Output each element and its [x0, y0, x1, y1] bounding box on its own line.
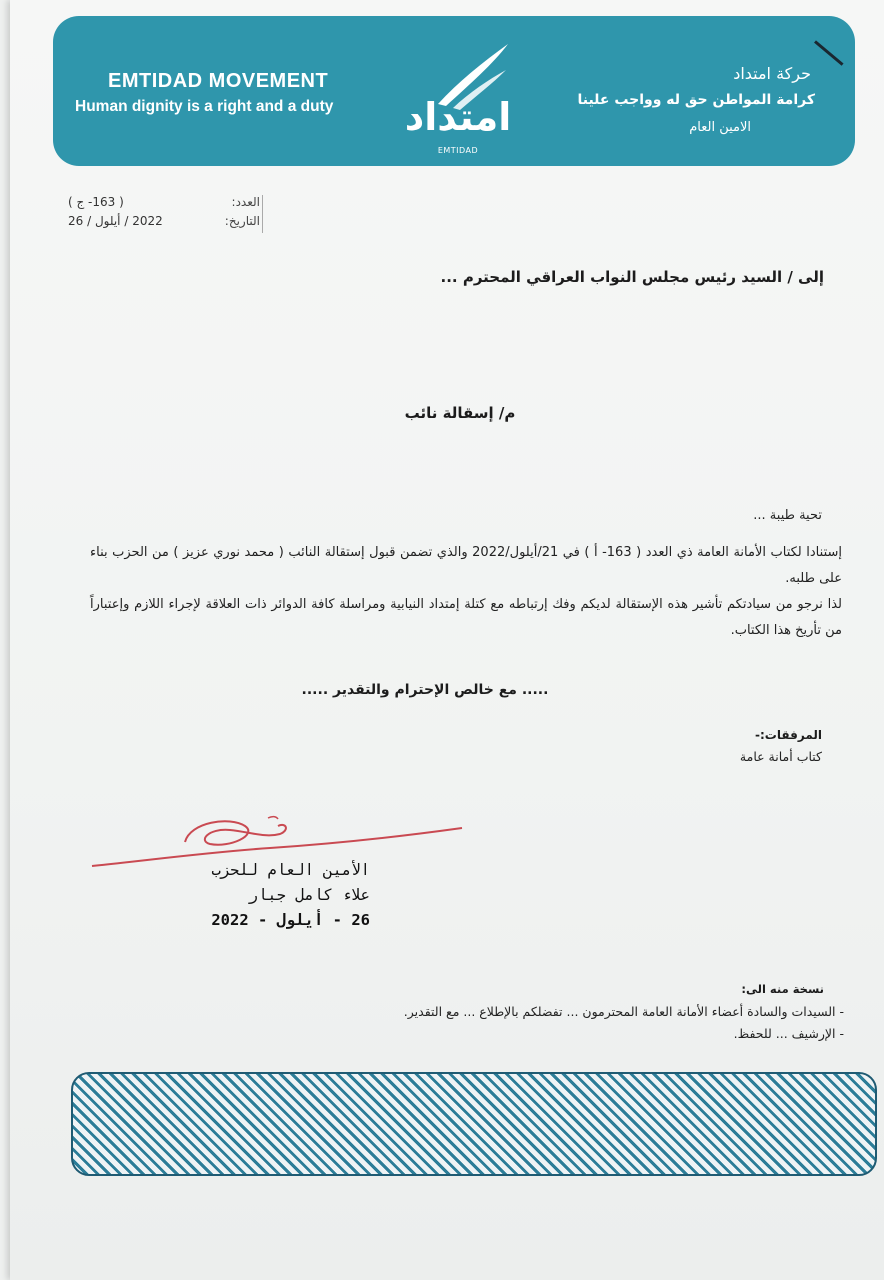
reference-date: 2022 / أيلول / 26 [68, 214, 163, 228]
signatory-name: علاء كامل جبار [248, 886, 370, 904]
number-label: العدد: [231, 195, 260, 209]
brand-name-arabic: حركة امتداد [733, 64, 811, 83]
logo-wordmark: امتداد [404, 95, 512, 139]
reference-values [68, 193, 208, 231]
copies-label: نسخة منه الى: [741, 982, 824, 996]
reference-number: ( 163- ج ) [68, 195, 124, 209]
subject-line: م/ إسقالة نائب [404, 404, 516, 422]
attachment-item: كتاب أمانة عامة [739, 749, 822, 764]
date-label: التاريخ: [224, 214, 260, 228]
addressee-line: إلى / السيد رئيس مجلس النواب العراقي المحترم ... [440, 268, 824, 286]
greeting: تحية طيبة ... [753, 508, 822, 523]
signatory-block [160, 858, 370, 933]
reference-labels [210, 193, 260, 231]
body-paragraph: إستنادا لكتاب الأمانة العامة ذي العدد ( 163- أ ) في 21/أيلول/2022 والذي تضمن قبول إستقالة النائب ( محمد نوري عزيز ) من الحزب بناء على طلبه. [90, 545, 842, 586]
letter-body [90, 540, 842, 644]
office-title-arabic: الامين العام [689, 120, 751, 135]
reference-divider [262, 195, 263, 233]
logo-subtitle: EMTIDAD [437, 146, 479, 155]
signature-date: 26 - أيلول - 2022 [211, 911, 370, 929]
body-paragraph: لذا نرجو من سيادتكم تأشير هذه الإستقالة لديكم وفك إرتباطه مع كتلة إمتداد النيابية ومراسلة كافة الدوائر ذات العلاقة لإجراء اللازم وإعتباراً من تأريخ هذا الكتاب. [90, 597, 842, 638]
letterhead-banner [53, 16, 855, 166]
copy-recipient: - السيدات والسادة أعضاء الأمانة العامة المحترمون ... تفضلكم بالإطلاع ... مع التقدير. [403, 1004, 844, 1019]
emtidad-logo [398, 42, 518, 167]
copy-recipient: - الإرشيف ... للحفظ. [733, 1026, 844, 1041]
attachments-label: المرفقات:- [755, 728, 822, 742]
closing-line: ..... مع خالص الإحترام والتقدير ..... [301, 682, 549, 698]
tagline-english: Human dignity is a right and a duty [75, 98, 334, 115]
signatory-title: الأمين العام للحزب [211, 861, 370, 879]
brand-name-english: EMTIDAD MOVEMENT [108, 70, 329, 92]
footer-hatched-band [71, 1072, 877, 1176]
tagline-arabic: كرامة المواطن حق له وواجب علينا [577, 92, 815, 108]
letter-page [10, 0, 884, 1280]
